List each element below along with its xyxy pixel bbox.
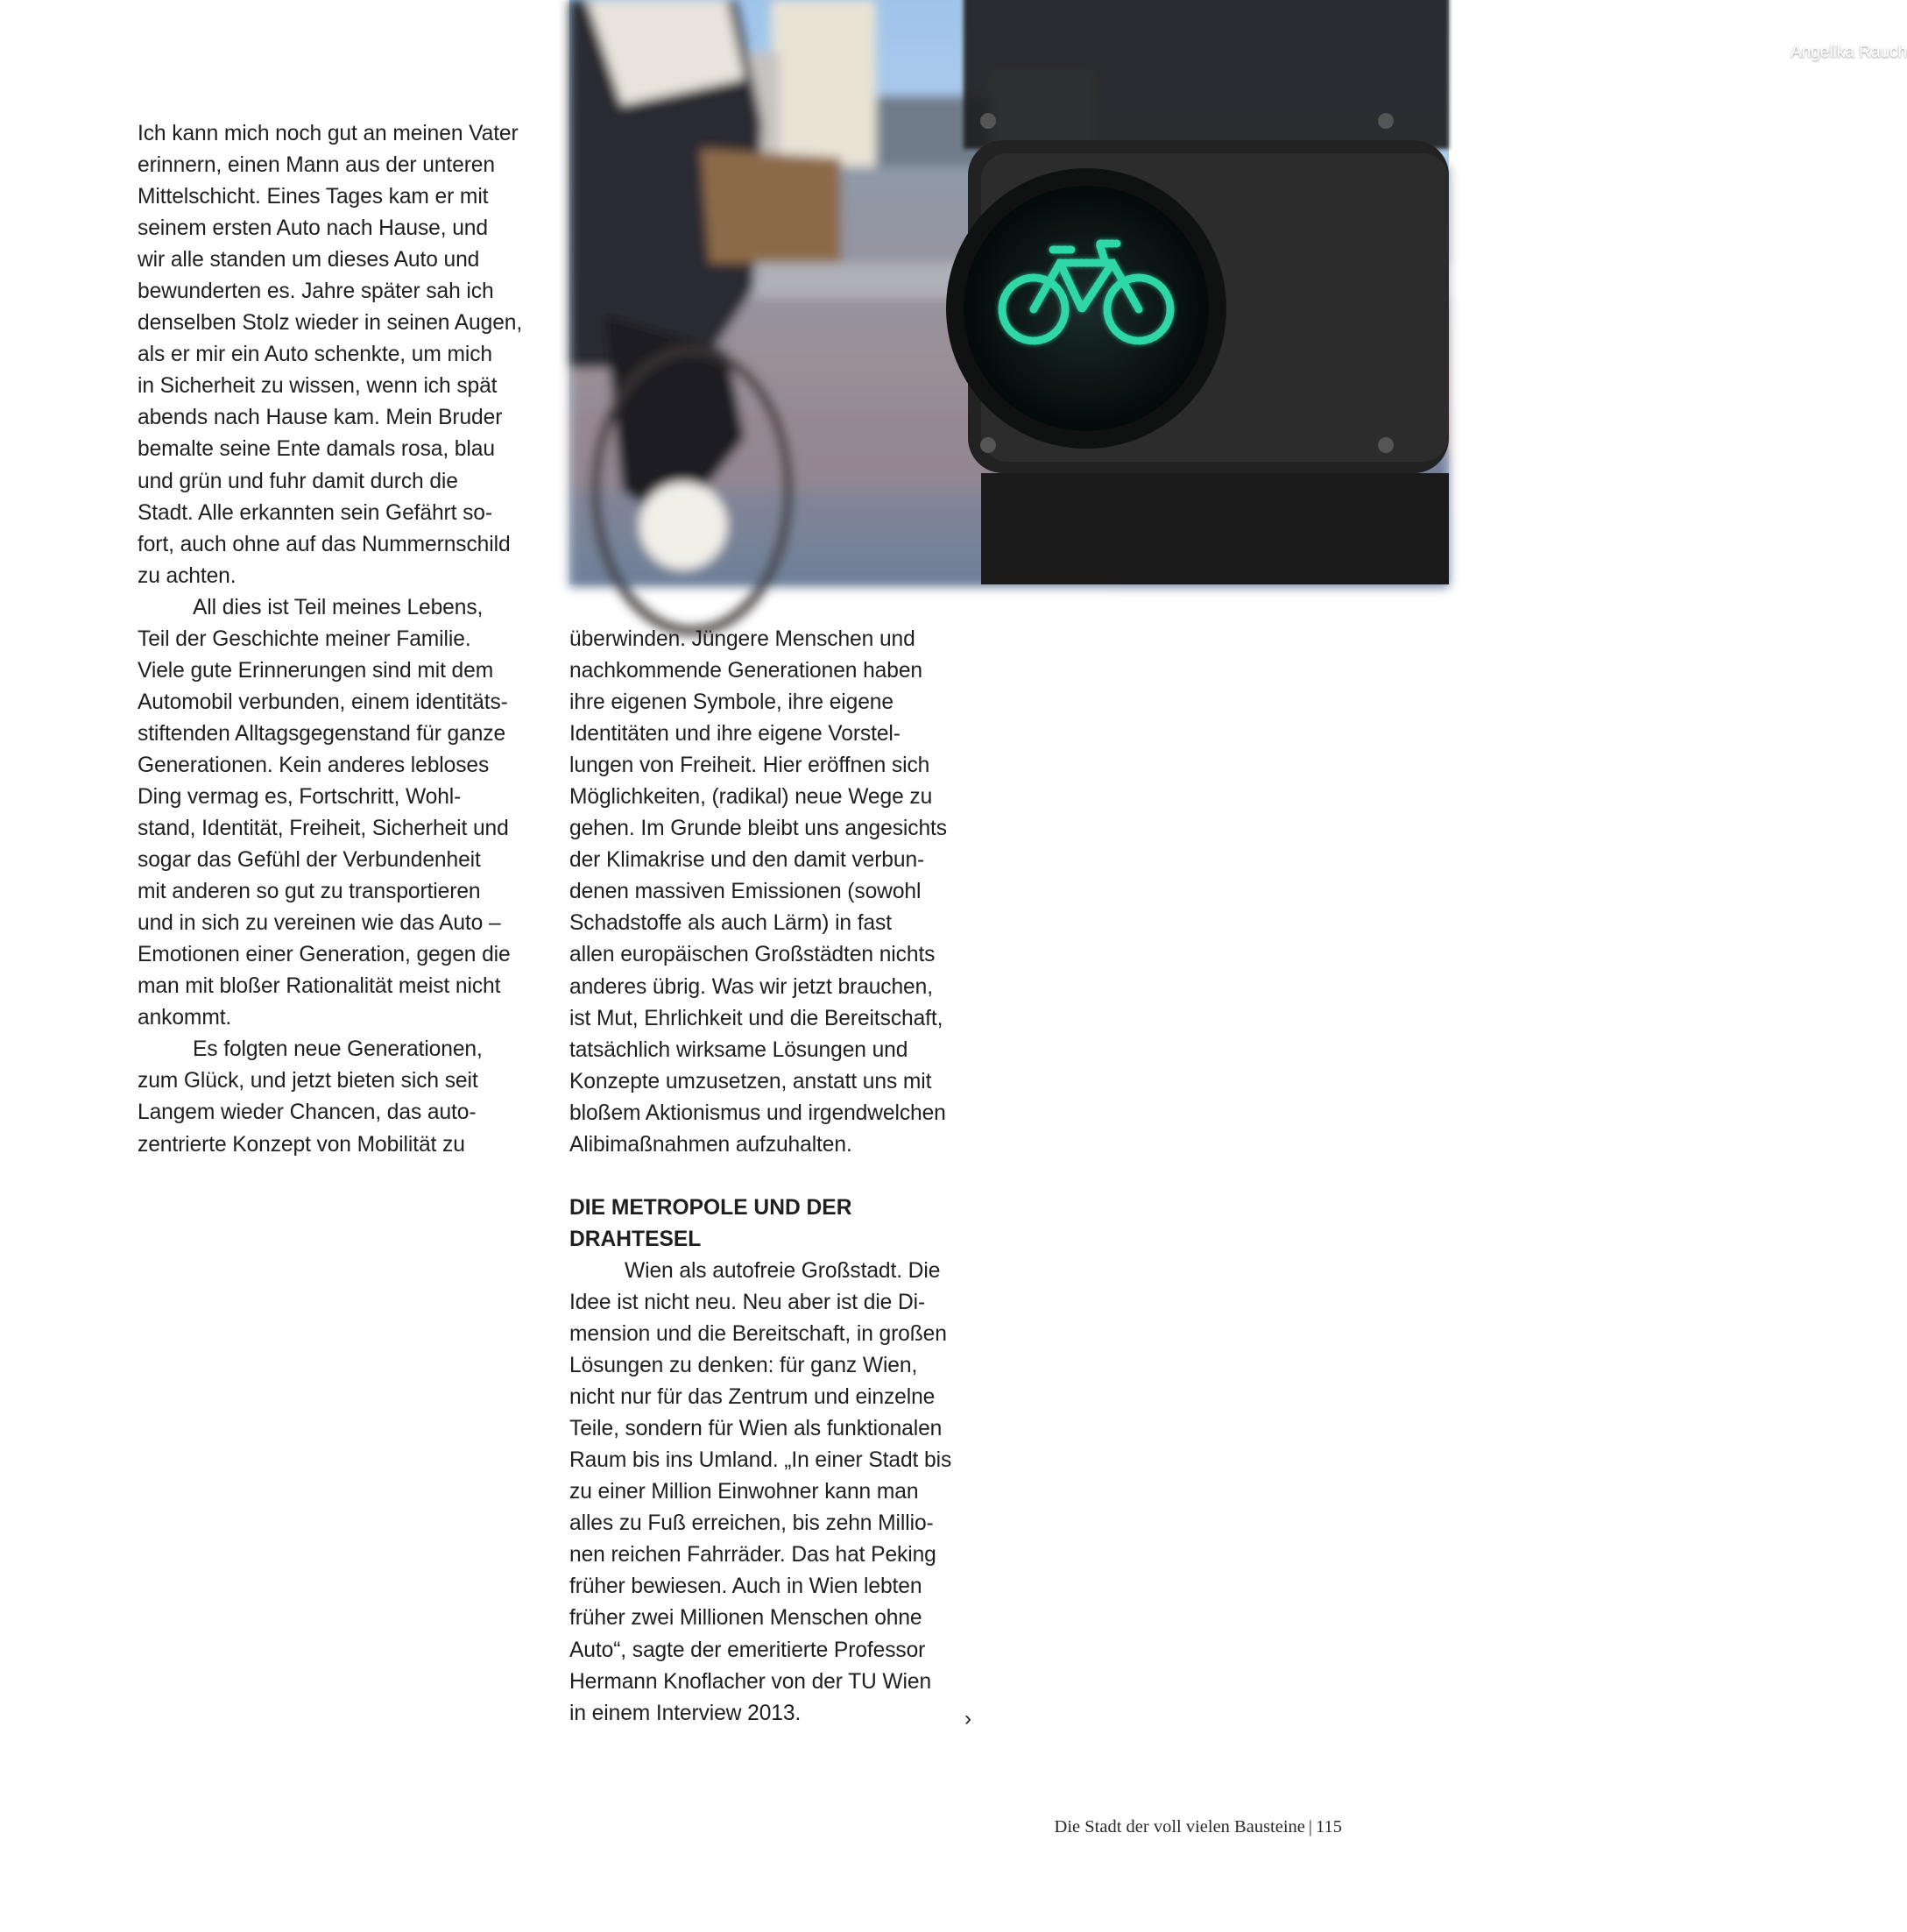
right-column-paragraph-1 <box>569 624 981 1161</box>
text-line: nicht nur für das Zentrum und einzelne <box>569 1385 936 1410</box>
text-line: sogar das Gefühl der Verbundenheit <box>138 848 481 873</box>
text-line: zum Glück, und jetzt bieten sich seit <box>138 1069 478 1093</box>
text-line: und grün und fuhr damit durch die <box>138 469 458 493</box>
photo-credit: Angelika Rauch <box>1790 43 1907 61</box>
text-line: nachkommende Generationen haben <box>569 659 922 683</box>
text-line: fort, auch ohne auf das Nummernschild <box>138 532 511 556</box>
text-line: zu einer Million Einwohner kann man <box>569 1480 919 1504</box>
text-line: früher bewiesen. Auch in Wien lebten <box>569 1575 922 1599</box>
text-line: und in sich zu vereinen wie das Auto – <box>138 911 501 936</box>
text-line: Automobil verbunden, einem identitäts- <box>138 690 508 714</box>
text-line: bemalte seine Ente damals rosa, blau <box>138 437 495 462</box>
text-line: in Sicherheit zu wissen, wenn ich spät <box>138 374 498 399</box>
text-line: Konzepte umzusetzen, anstatt uns mit <box>569 1069 932 1093</box>
text-line: ihre eigenen Symbole, ihre eigene <box>569 690 893 715</box>
text-line: All dies ist Teil meines Lebens, <box>193 595 484 619</box>
text-line: Ding vermag es, Fortschritt, Wohl- <box>138 784 462 809</box>
text-line: anderes übrig. Was wir jetzt brauchen, <box>569 974 933 999</box>
text-line: Schadstoffe als auch Lärm) in fast <box>569 911 892 936</box>
text-line: lungen von Freiheit. Hier eröffnen sich <box>569 754 930 778</box>
text-line: ist Mut, Ehrlichkeit und die Bereitschaft, <box>569 1006 943 1030</box>
text-line: ankommt. <box>138 1006 232 1030</box>
page-number: 115 <box>1316 1817 1342 1836</box>
text-line: Auto“, sagte der emeritierte Professor <box>569 1638 926 1662</box>
text-line: denselben Stolz wieder in seinen Augen, <box>138 311 523 336</box>
text-line: Stadt. Alle erkannten sein Gefährt so- <box>138 500 492 525</box>
text-line: bloßem Aktionismus und irgendwelchen <box>569 1100 946 1125</box>
text-line: in einem Interview 2013. <box>569 1701 802 1725</box>
text-line: Möglichkeiten, (radikal) neue Wege zu <box>569 785 933 810</box>
right-column-paragraph-2 <box>569 1256 981 1730</box>
text-line: Langem wieder Chancen, das auto- <box>138 1100 477 1125</box>
text-line: überwinden. Jüngere Menschen und <box>569 627 915 651</box>
text-line: Teile, sondern für Wien als funktionalen <box>569 1417 943 1441</box>
text-line: Lösungen zu denken: für ganz Wien, <box>569 1354 918 1378</box>
text-line: als er mir ein Auto schenkte, um mich <box>138 343 492 367</box>
text-line: man mit bloßer Rationalität meist nicht <box>138 974 501 999</box>
section-heading-line-1: DIE METROPOLE UND DER <box>569 1195 852 1220</box>
text-line: Generationen. Kein anderes lebloses <box>138 753 490 777</box>
text-line: Idee ist nicht neu. Neu aber ist die Di- <box>569 1290 926 1314</box>
section-heading-line-2: DRAHTESEL <box>569 1227 702 1251</box>
text-line: Viele gute Erinnerungen sind mit dem <box>138 658 494 683</box>
text-line: Emotionen einer Generation, gegen die <box>138 943 511 967</box>
text-line: früher zwei Millionen Menschen ohne <box>569 1606 922 1631</box>
text-line: gehen. Im Grunde bleibt uns angesichts <box>569 817 947 841</box>
text-line: zentrierte Konzept von Mobilität zu <box>138 1132 465 1157</box>
text-line: mension und die Bereitschaft, in großen <box>569 1322 947 1347</box>
text-line: wir alle standen um dieses Auto und <box>138 248 480 272</box>
footer-separator: | <box>1308 1817 1312 1836</box>
text-line: denen massiven Emissionen (sowohl <box>569 880 922 904</box>
text-line: alles zu Fuß erreichen, bis zehn Millio- <box>569 1511 934 1536</box>
text-line: tatsächlich wirksame Lösungen und <box>569 1037 908 1062</box>
text-line: Hermann Knoflacher von der TU Wien <box>569 1669 932 1694</box>
text-line: Raum bis ins Umland. „In einer Stadt bis <box>569 1448 952 1473</box>
text-line: abends nach Hause kam. Mein Bruder <box>138 406 503 430</box>
text-line: erinnern, einen Mann aus der unteren <box>138 153 495 178</box>
continue-arrow-icon: › <box>964 1707 971 1730</box>
text-line: Ich kann mich noch gut an meinen Vater <box>138 122 519 145</box>
running-title: Die Stadt der voll vielen Bausteine <box>1054 1817 1305 1836</box>
text-line: mit anderen so gut zu transportieren <box>138 880 481 904</box>
left-text-column <box>138 118 549 1161</box>
text-line: bewunderten es. Jahre später sah ich <box>138 280 494 304</box>
text-line: Alibimaßnahmen aufzuhalten. <box>569 1132 852 1157</box>
text-line: Mittelschicht. Eines Tages kam er mit <box>138 185 489 209</box>
text-line: stiftenden Alltagsgegenstand für ganze <box>138 721 506 746</box>
text-line: nen reichen Fahrräder. Das hat Peking <box>569 1543 936 1568</box>
page-footer <box>1055 1817 1342 1837</box>
text-line: Teil der Geschichte meiner Familie. <box>138 626 471 651</box>
text-line: Es folgten neue Generationen, <box>193 1037 483 1062</box>
photo-bicycle-traffic-light <box>569 0 1907 584</box>
text-line: zu achten. <box>138 563 237 588</box>
text-line: der Klimakrise und den damit verbun- <box>569 848 925 873</box>
text-line: stand, Identität, Freiheit, Sicherheit und <box>138 817 509 841</box>
spacer <box>569 1161 981 1192</box>
text-line: Identitäten und ihre eigene Vorstel- <box>569 722 901 747</box>
right-text-column <box>569 624 981 1730</box>
traffic-light <box>946 0 1449 584</box>
text-line: allen europäischen Großstädten nichts <box>569 943 936 967</box>
text-line: seinem ersten Auto nach Hause, und <box>138 216 488 241</box>
text-line: Wien als autofreie Großstadt. Die <box>625 1258 941 1283</box>
